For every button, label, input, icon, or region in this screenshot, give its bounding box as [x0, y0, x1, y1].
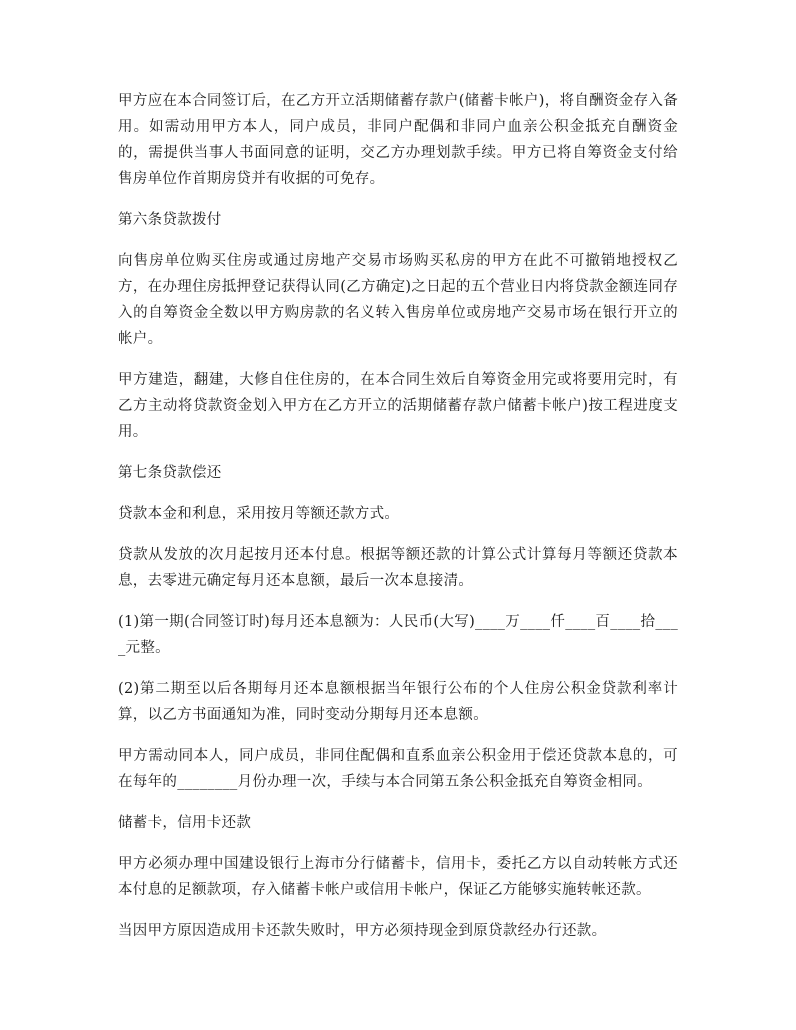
paragraph-repayment-method: 贷款本金和利息，采用按月等额还款方式。	[118, 506, 400, 522]
paragraph-card-requirement: 甲方必须办理中国建设银行上海市分行储蓄卡，信用卡，委托乙方以自动转帐方式还本付息的足额款项，存入储蓄卡帐户或信用卡帐户，保证乙方能够实施转帐还款。	[118, 856, 678, 898]
paragraph-deposit-requirement: 甲方应在本合同签订后，在乙方开立活期储蓄存款户(储蓄卡帐户)，将自酬资金存入备用。如需动用甲方本人，同户成员，非同户配偶和非同户血亲公积金抵充自酬资金的，需提供当事人书面同意的证明，交乙方办理划款手续。甲方已将自筹资金支付给售房单位作首期房贷并有收据的可免存。	[118, 93, 678, 187]
paragraph-loan-disbursement: 向售房单位购买住房或通过房地产交易市场购买私房的甲方在此不可撤销地授权乙方，在办理住房抵押登记获得认同(乙方确定)之日起的五个营业日内将贷款金额连同存入的自筹资金全数以甲方购房款的名义转入售房单位或房地产交易市场在银行开立的帐户。	[118, 253, 678, 347]
paragraph-construction-disbursement: 甲方建造，翻建，大修自住住房的，在本合同生效后自筹资金用完或将要用完时，有乙方主动将贷款资金划入甲方在乙方开立的活期储蓄存款户储蓄卡帐户)按工程进度支用。	[118, 372, 678, 440]
paragraph-first-period-amount: (1)第一期(合同签订时)每月还本息额为：人民币(大写)____万____仟____百____拾____元整。	[118, 614, 678, 656]
paragraph-monthly-repayment: 贷款从发放的次月起按月还本付息。根据等额还款的计算公式计算每月等额还贷款本息，去零进元确定每月还本息额，最后一次本息接清。	[118, 547, 678, 589]
section-heading-card-repayment: 储蓄卡，信用卡还款	[118, 815, 252, 831]
paragraph-second-period-amount: (2)第二期至以后各期每月还本息额根据当年银行公布的个人住房公积金贷款利率计算，以乙方书面通知为准，同时变动分期每月还本息额。	[118, 681, 678, 723]
document-page	[118, 88, 678, 959]
section-heading-article-6: 第六条贷款拨付	[118, 212, 222, 228]
paragraph-repayment-failure: 当因甲方原因造成用卡还款失败时，甲方必须持现金到原贷款经办行还款。	[118, 923, 607, 939]
section-heading-article-7: 第七条贷款偿还	[118, 465, 222, 481]
paragraph-provident-fund-repayment: 甲方需动同本人，同户成员，非同住配偶和直系血亲公积金用于偿还贷款本息的，可在每年的________月份办理一次，手续与本合同第五条公积金抵充自筹资金相同。	[118, 748, 678, 790]
